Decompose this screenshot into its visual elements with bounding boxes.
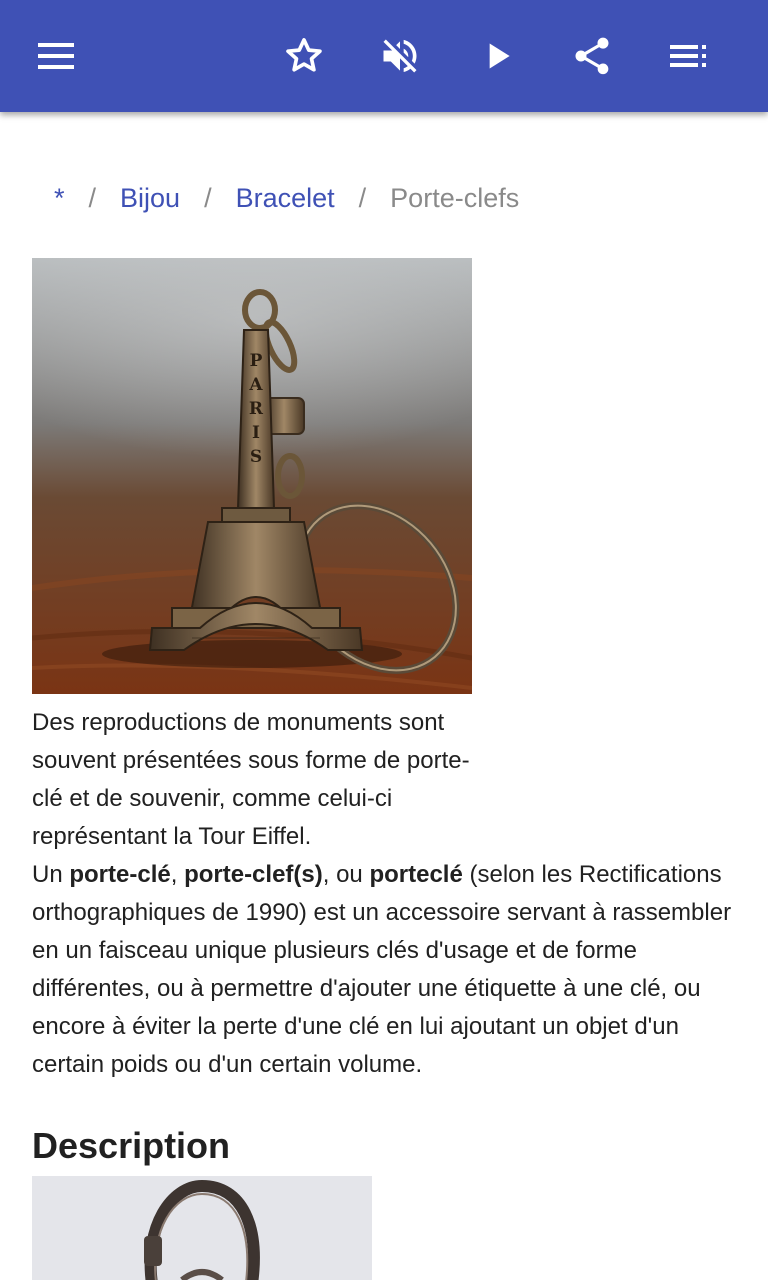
menu-icon [36, 36, 76, 76]
share-icon [570, 34, 614, 78]
volume-off-icon [378, 34, 422, 78]
breadcrumb-home[interactable]: * [54, 182, 65, 213]
text-run: , [170, 861, 185, 888]
favorite-button[interactable] [272, 24, 336, 88]
contents-button[interactable] [656, 24, 720, 88]
breadcrumb-separator: / [358, 182, 367, 213]
eiffel-tower-keychain-photo[interactable] [32, 258, 472, 694]
tower-engraving: P A R I S [248, 351, 264, 467]
star-icon [282, 34, 326, 78]
keyring-photo[interactable] [32, 1176, 372, 1280]
keyring-illustration [32, 1176, 372, 1280]
play-button[interactable] [466, 24, 530, 88]
play-icon [478, 36, 518, 76]
breadcrumb [32, 176, 543, 220]
mute-button[interactable] [368, 24, 432, 88]
figure-caption: Des reproductions de monuments sont souvent présentées sous forme de porte-clé et de souvenir, comme celui-ci représentant la Tour Eiffel. [32, 709, 470, 850]
keychain-illustration [32, 258, 472, 694]
app-bar [0, 0, 768, 112]
breadcrumb-current: Porte-clefs [390, 182, 520, 213]
menu-button[interactable] [24, 24, 88, 88]
text-run: Un [32, 861, 70, 888]
term-porte-cle: porte-clé [69, 861, 171, 888]
text-run: (selon les Rectifications orthographiques de 1990) est un accessoire servant à rassembler en un faisceau unique plusieurs clés d'usage et de forme différentes, ou à permettre d'ajouter une étiquette à une clé, ou encore à éviter la perte d'une clé en lui ajoutant un objet d'un certain poids ou d'un certain volume. [32, 861, 732, 1078]
playlist-icon [668, 36, 708, 76]
share-button[interactable] [560, 24, 624, 88]
term-porte-clefs: porte-clef(s) [184, 861, 323, 888]
breadcrumb-item-bijou[interactable]: Bijou [120, 182, 181, 213]
breadcrumb-item-bracelet[interactable]: Bracelet [235, 182, 335, 213]
intro-paragraph [32, 856, 742, 1084]
breadcrumb-separator: / [204, 182, 212, 213]
text-run: , ou [322, 861, 370, 888]
breadcrumb-separator: / [88, 182, 97, 213]
term-portecle: porteclé [369, 861, 463, 888]
section-heading-description: Description [32, 1125, 231, 1166]
